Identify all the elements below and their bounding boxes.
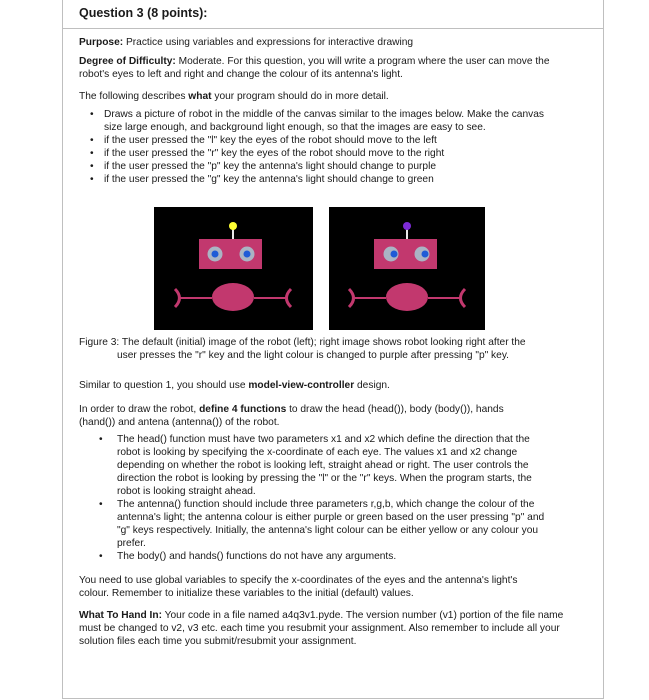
degree-paragraph <box>79 55 594 81</box>
inorder-post: to draw the head (head()), body (body()), hands <box>286 404 504 415</box>
function-line: robot is looking by specifying the x-coordinate of each eye. The values x1 and x2 change <box>117 447 518 458</box>
purpose-text: Practice using variables and expressions for interactive drawing <box>123 37 414 48</box>
requirement-item <box>88 147 588 160</box>
robot-body <box>386 283 428 311</box>
function-item-antenna <box>97 498 592 550</box>
requirements-list <box>88 108 588 186</box>
question-title: Question 3 (8 points): <box>79 6 208 20</box>
function-line: antenna's light; the antenna colour is either purple or green based on the user pressing "p" and <box>117 512 545 523</box>
antenna-light-yellow <box>229 222 237 230</box>
similar-bold: model-view-controller <box>248 380 355 391</box>
inorder-paragraph <box>79 403 594 429</box>
caption-line-2: user presses the "r" key and the light colour is changed to purple after pressing "p" key. <box>117 350 509 361</box>
requirement-line: • if the user pressed the "g" key the antenna's light should change to green <box>104 174 434 185</box>
function-line: • The head() function must have two parameters x1 and x2 which define the direction that the <box>117 434 530 445</box>
handin-paragraph <box>79 609 594 648</box>
globals-line-2: colour. Remember to initialize these variables to the initial (default) values. <box>79 588 414 599</box>
caption-line-1: Figure 3: The default (initial) image of the robot (left); right image shows robot looking right after the <box>79 337 526 348</box>
function-item-body-hands <box>97 550 592 563</box>
degree-line-1 <box>79 55 594 68</box>
pupil-right <box>244 251 251 258</box>
robot-figures <box>154 206 486 331</box>
function-item-head <box>97 433 592 498</box>
requirement-item <box>88 173 588 186</box>
robot-default <box>154 207 313 330</box>
functions-list <box>97 433 592 563</box>
requirement-line: • Draws a picture of robot in the middle of the canvas similar to the images below. Make the canvas <box>104 109 544 120</box>
header-divider <box>62 28 604 29</box>
handin-line-3: solution files each time you submit/resubmit your assignment. <box>79 636 357 647</box>
robot-looking-right <box>329 207 485 330</box>
following-paragraph <box>79 90 594 103</box>
handin-text-1: Your code in a file named a4q3v1.pyde. The version number (v1) portion of the file name <box>162 610 564 621</box>
function-line: "g" keys respectively. Initially, the antenna's light colour can be either yellow or any colour you <box>117 525 539 536</box>
degree-text-1: Moderate. For this question, you will write a program where the user can move the <box>175 56 550 67</box>
similar-post: design. <box>354 380 390 391</box>
function-line: robot is looking straight ahead. <box>117 486 256 497</box>
following-post: your program should do in more detail. <box>211 91 389 102</box>
following-pre: The following describes <box>79 91 189 102</box>
function-line: direction the robot is looking by pressing the "l" or the "r" keys. When the program starts, the <box>117 473 532 484</box>
following-bold: what <box>188 91 212 102</box>
inorder-bold: define 4 functions <box>199 404 287 415</box>
robot-body <box>212 283 254 311</box>
requirement-line: size large enough, and background light enough, so that the images are easy to see. <box>104 122 486 133</box>
requirement-line: • if the user pressed the "l" key the eyes of the robot should move to the left <box>104 135 437 146</box>
inorder-line-2: (hand()) and antena (antenna()) of the robot. <box>79 417 280 428</box>
inorder-line-1 <box>79 403 594 416</box>
purpose-paragraph <box>79 36 594 49</box>
pupil-left <box>212 251 219 258</box>
function-line: • The antenna() function should include three parameters r,g,b, which change the colour of the <box>117 499 535 510</box>
requirement-line: • if the user pressed the "p" key the antenna's light should change to purple <box>104 161 436 172</box>
pupil-right <box>422 251 429 258</box>
antenna-light-purple <box>403 222 411 230</box>
requirement-item <box>88 160 588 173</box>
handin-line-1 <box>79 609 594 622</box>
globals-line-1: You need to use global variables to specify the x-coordinates of the eyes and the antenna's light's <box>79 575 518 586</box>
similar-pre: Similar to question 1, you should use <box>79 380 249 391</box>
function-line: depending on whether the robot is looking left, straight ahead or right. The user controls the <box>117 460 529 471</box>
requirement-line: • if the user pressed the "r" key the eyes of the robot should move to the right <box>104 148 445 159</box>
degree-line-2: robot's eyes to left and right and change the colour of its antenna's light. <box>79 69 403 80</box>
pupil-left <box>391 251 398 258</box>
function-line: • The body() and hands() functions do not have any arguments. <box>117 551 397 562</box>
inorder-pre: In order to draw the robot, <box>79 404 200 415</box>
function-line: prefer. <box>117 538 146 549</box>
handin-label: What To Hand In: <box>79 610 162 621</box>
handin-line-2: must be changed to v2, v3 etc. each time you resubmit your assignment. Also remember to include all your <box>79 623 560 634</box>
purpose-label: Purpose: <box>79 37 124 48</box>
degree-label: Degree of Difficulty: <box>79 56 176 67</box>
similar-paragraph <box>79 379 594 392</box>
requirement-item <box>88 134 588 147</box>
figure-caption <box>79 336 589 362</box>
globals-paragraph <box>79 574 594 600</box>
requirement-item <box>88 108 588 134</box>
